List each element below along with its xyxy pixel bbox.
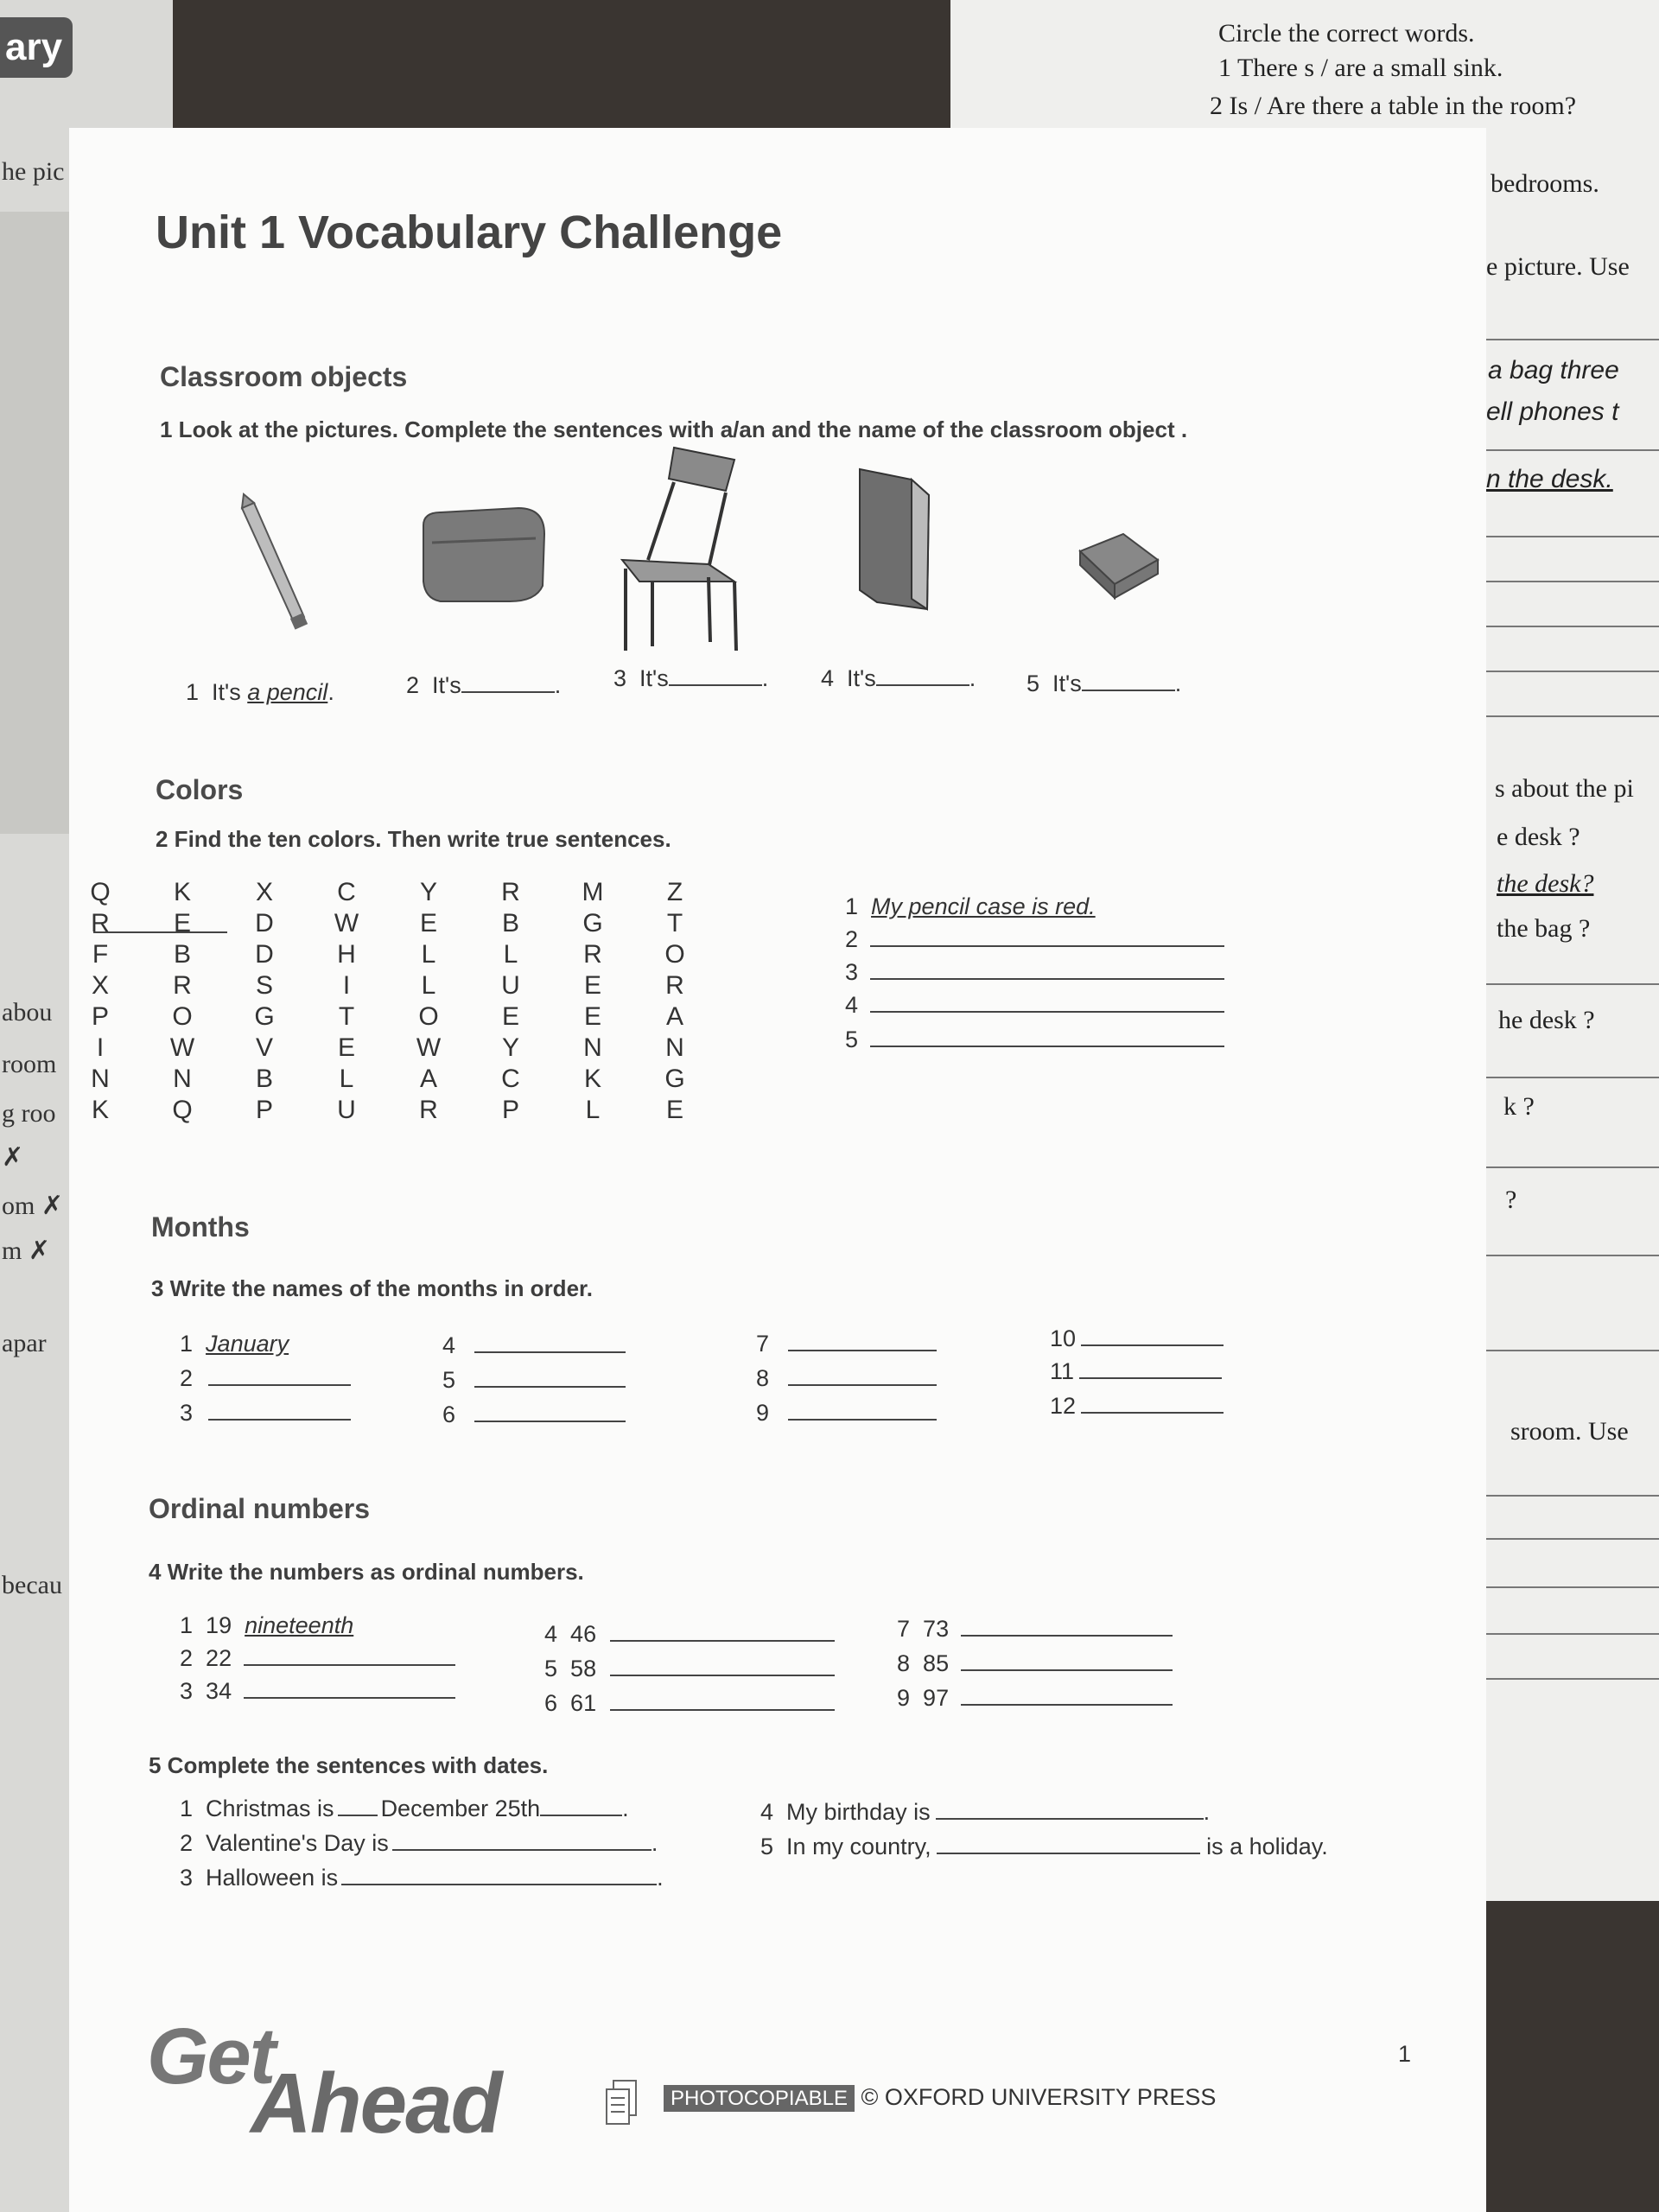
word-search-letter[interactable]: T [338,1002,355,1031]
background-rule [1486,1166,1659,1168]
word-search-letter[interactable]: P [501,1096,519,1124]
classroom-item-3: 3 It's . [613,665,769,691]
background-fragment: abou [2,998,53,1027]
background-fragment: ell phones t [1486,397,1619,426]
word-search-letter[interactable]: W [169,1033,195,1062]
word-search-letter[interactable]: O [172,1002,193,1031]
page-title: Unit 1 Vocabulary Challenge [156,207,783,258]
word-search-letter[interactable]: B [255,1065,273,1093]
answer-blank[interactable] [610,1690,835,1711]
date-sentence-5: 5 In my country, is a holiday. [760,1834,1328,1859]
word-search-letter[interactable]: R [665,971,684,1000]
date-sentence-4: 4 My birthday is . [760,1799,1211,1825]
answer-blank[interactable] [1081,1393,1224,1414]
section-heading-classroom: Classroom objects [160,361,408,392]
answer-blank[interactable] [669,665,762,686]
ordinal-item-1: 1 19 nineteenth [180,1612,354,1638]
background-fragment: bedrooms. [1491,169,1599,198]
answer-blank[interactable] [870,1027,1224,1047]
word-search-letter[interactable]: L [421,971,436,1000]
word-search-letter[interactable]: Y [419,878,437,906]
word-search-letter[interactable]: Z [666,878,683,906]
month-item-2: 2 [180,1365,351,1392]
word-search-letter[interactable]: G [254,1002,275,1031]
background-rule [1486,1077,1659,1078]
bag-icon [415,499,553,612]
ordinal-item-8: 8 85 [897,1650,1173,1677]
answer-blank[interactable] [870,992,1224,1013]
word-search-letter[interactable]: E [173,909,191,938]
background-rule [1486,1350,1659,1351]
word-search-letter[interactable]: O [418,1002,439,1031]
word-search-letter[interactable]: E [583,1002,601,1031]
background-tab: ary [0,17,73,78]
ordinal-item-2: 2 22 [180,1645,455,1672]
word-search-letter[interactable]: X [255,878,273,906]
background-rule [1486,1255,1659,1256]
footer-credit [664,2084,1216,2111]
background-fragment: om ✗ [2,1192,63,1220]
month-item-5: 5 [442,1367,626,1394]
months-instruction: 3 Write the names of the months in order. [151,1275,593,1301]
ordinal-item-3: 3 34 [180,1678,455,1705]
eraser-icon [1071,525,1166,603]
word-search-letter[interactable]: C [337,878,356,906]
background-fragment: a bag three [1488,356,1619,385]
answer-blank[interactable] [208,1400,351,1421]
word-search-letter[interactable]: K [583,1065,601,1093]
background-fragment: becau [2,1571,62,1599]
background-fragment: n the desk. [1486,465,1613,493]
word-search-letter[interactable]: R [501,878,520,906]
publisher: © OXFORD UNIVERSITY PRESS [861,2084,1217,2110]
word-search-letter[interactable]: L [503,940,518,969]
word-search-letter[interactable]: E [337,1033,355,1062]
background-rule [1486,1586,1659,1588]
answer-blank[interactable] [870,959,1224,980]
date-sentence-2: 2 Valentine's Day is . [180,1830,658,1856]
book-icon [851,461,938,616]
month-item-1: 1 January [180,1331,289,1357]
word-search-letter[interactable]: Q [172,1096,193,1124]
month-item-11: 11 [1050,1358,1222,1385]
worksheet-page [69,128,1486,2212]
word-search-letter[interactable]: N [173,1065,192,1093]
word-search-letter[interactable]: V [255,1033,273,1062]
answer-blank[interactable] [392,1830,652,1851]
background-fragment: e picture. Use [1486,252,1630,281]
answer-blank[interactable] [937,1834,1200,1854]
word-search-letter[interactable]: O [664,940,685,969]
month-item-7: 7 [756,1331,937,1357]
answer-blank[interactable] [961,1685,1173,1706]
classroom-item-2: 2 It's . [406,672,562,698]
background-fragment: he desk ? [1498,1006,1595,1034]
section-heading-months: Months [151,1211,250,1243]
answer-blank[interactable] [208,1365,351,1386]
answer-blank[interactable] [474,1402,626,1422]
month-item-4: 4 [442,1332,626,1359]
background-fragment: g roo [2,1099,56,1128]
color-sentence-5: 5 [845,1027,1224,1053]
word-search-letter[interactable]: L [339,1065,354,1093]
classroom-instruction: 1 Look at the pictures. Complete the sentences with a/an and the name of the classroom object . [160,416,1188,442]
background-fragment: ? [1505,1185,1517,1214]
word-search-letter[interactable]: H [337,940,356,969]
month-item-6: 6 [442,1402,626,1428]
word-search-letter[interactable]: M [582,878,604,906]
photocopiable-badge: PHOTOCOPIABLE [664,2085,855,2112]
classroom-item-5: 5 It's . [1027,671,1182,696]
ordinal-item-5: 5 58 [544,1656,835,1682]
color-sentence-4: 4 [845,992,1224,1019]
word-search-letter[interactable]: K [91,1096,109,1124]
ordinal-item-7: 7 73 [897,1616,1173,1643]
answer-blank[interactable] [870,926,1224,947]
background-rule [1486,715,1659,717]
word-search-letter[interactable]: N [583,1033,602,1062]
word-search-letter[interactable]: A [665,1002,683,1031]
background-fragment: sroom. Use [1510,1417,1629,1446]
background-illustration [0,212,78,834]
word-search-letter[interactable]: L [585,1096,601,1124]
word-search-letter[interactable]: Y [501,1033,519,1062]
background-rule [1486,339,1659,340]
word-search-letter[interactable]: N [91,1065,110,1093]
background-fragment: he pic [2,157,65,186]
answer-blank[interactable] [788,1400,937,1421]
date-sentence-3: 3 Halloween is . [180,1865,664,1891]
answer-blank[interactable] [474,1332,626,1353]
answer-blank[interactable] [936,1799,1204,1820]
word-search-letter[interactable]: R [419,1096,438,1124]
background-rule [1486,983,1659,985]
background-rule [1486,1495,1659,1497]
answer-blank[interactable] [610,1656,835,1676]
colors-instruction: 2 Find the ten colors. Then write true sentences. [156,826,671,852]
answer-blank[interactable] [1082,671,1175,691]
background-fragment: apar [2,1329,47,1357]
background-fragment: the desk? [1497,869,1594,898]
dates-instruction: 5 Complete the sentences with dates. [149,1752,549,1778]
word-search-letter[interactable]: D [255,940,274,969]
background-fragment: e desk ? [1497,823,1580,851]
answer-blank[interactable] [876,665,969,686]
word-search-letter[interactable]: E [665,1096,683,1124]
background-rule [1486,449,1659,451]
answer-blank[interactable] [788,1331,937,1351]
word-search-letter[interactable]: N [665,1033,684,1062]
background-rule [1486,581,1659,582]
word-search-letter[interactable]: P [91,1002,109,1031]
word-search-letter[interactable]: U [337,1096,356,1124]
answer-blank[interactable] [461,672,555,693]
get-ahead-logo: Get [147,2012,275,2101]
word-search-letter[interactable]: W [416,1033,442,1062]
word-search-letter[interactable]: E [419,909,437,938]
month-item-10: 10 [1050,1325,1224,1352]
section-heading-ordinals: Ordinal numbers [149,1493,371,1524]
background-fragment: room [2,1050,57,1078]
answer-blank[interactable] [961,1616,1173,1637]
classroom-item-1: 1 It's a pencil. [186,679,334,705]
word-search-letter[interactable]: R [173,971,192,1000]
color-sentence-2: 2 [845,926,1224,953]
answer-blank[interactable] [338,1796,378,1816]
word-search-letter[interactable]: K [173,878,191,906]
word-search-letter[interactable]: Q [90,878,111,906]
background-fragment: s about the pi [1495,774,1634,803]
ordinals-instruction: 4 Write the numbers as ordinal numbers. [149,1559,584,1585]
background-rule [1486,536,1659,537]
pencil-icon [225,491,311,638]
word-search-letter[interactable]: L [421,940,436,969]
word-search-letter[interactable]: U [501,971,520,1000]
color-sentence-3: 3 [845,959,1224,986]
color-sentence-1: 1 My pencil case is red. [845,893,1096,919]
word-search-letter[interactable]: C [501,1065,520,1093]
classroom-answer-1: a pencil [247,679,328,705]
word-search-letter[interactable]: I [96,1033,105,1062]
background-rule [1486,671,1659,672]
word-search-letter[interactable]: S [255,971,273,1000]
section-heading-colors: Colors [156,774,244,805]
month-item-9: 9 [756,1400,937,1427]
answer-blank[interactable] [244,1678,455,1699]
background-heading: Circle the correct words. [1218,19,1475,48]
word-search-letter[interactable]: R [91,909,110,938]
answer-blank[interactable] [474,1367,626,1388]
photocopy-icon [605,2079,639,2127]
month-item-12: 12 [1050,1393,1224,1420]
background-fragment: m ✗ [2,1236,50,1265]
background-question: 2 Is / Are there a table in the room? [1210,92,1577,120]
word-search-letter[interactable]: G [582,909,603,938]
answer-blank[interactable] [1081,1325,1224,1346]
ordinal-item-4: 4 46 [544,1621,835,1648]
ordinal-item-9: 9 97 [897,1685,1173,1712]
word-search-letter[interactable]: F [92,940,109,969]
get-ahead-logo-ahead: Ahead [251,2056,501,2151]
answer-blank[interactable] [540,1796,622,1816]
background-rule [1486,626,1659,627]
month-answer-1: January [206,1331,289,1357]
answer-blank[interactable] [788,1365,937,1386]
word-search-letter[interactable]: E [501,1002,519,1031]
word-search-letter[interactable]: X [91,971,109,1000]
word-search-letter[interactable]: P [255,1096,273,1124]
answer-blank[interactable] [1079,1358,1222,1379]
month-item-8: 8 [756,1365,937,1392]
date-sentence-1: 1 Christmas is December 25th . [180,1796,629,1821]
background-fragment: k ? [1503,1092,1535,1121]
background-fragment: ✗ [2,1143,24,1172]
word-search-letter[interactable]: E [583,971,601,1000]
background-fragment: the bag ? [1497,914,1591,943]
word-search-letter[interactable]: G [664,1065,685,1093]
word-search-letter[interactable]: R [583,940,602,969]
background-question: 1 There s / are a small sink. [1218,54,1503,82]
background-rule [1486,1633,1659,1635]
month-item-3: 3 [180,1400,351,1427]
ordinal-answer-1: nineteenth [245,1612,354,1638]
answer-blank[interactable] [961,1650,1173,1671]
page-number: 1 [1398,2041,1412,2067]
word-search-letter[interactable]: A [419,1065,437,1093]
word-search-letter[interactable]: W [334,909,359,938]
chair-icon [613,439,752,655]
word-search-letter[interactable]: D [255,909,274,938]
background-rule [1486,1678,1659,1680]
date-answer-1: December 25th [380,1796,541,1821]
word-search-letter[interactable]: T [666,909,683,938]
word-search-letter[interactable]: I [342,971,351,1000]
answer-blank[interactable] [341,1865,657,1885]
word-search-letter[interactable]: B [501,909,519,938]
background-rule [1486,1538,1659,1540]
color-sentence-answer: My pencil case is red. [871,893,1096,919]
ordinal-item-6: 6 61 [544,1690,835,1717]
answer-blank[interactable] [244,1645,455,1666]
answer-blank[interactable] [610,1621,835,1642]
classroom-item-4: 4 It's . [821,665,976,691]
word-search-letter[interactable]: B [173,940,191,969]
